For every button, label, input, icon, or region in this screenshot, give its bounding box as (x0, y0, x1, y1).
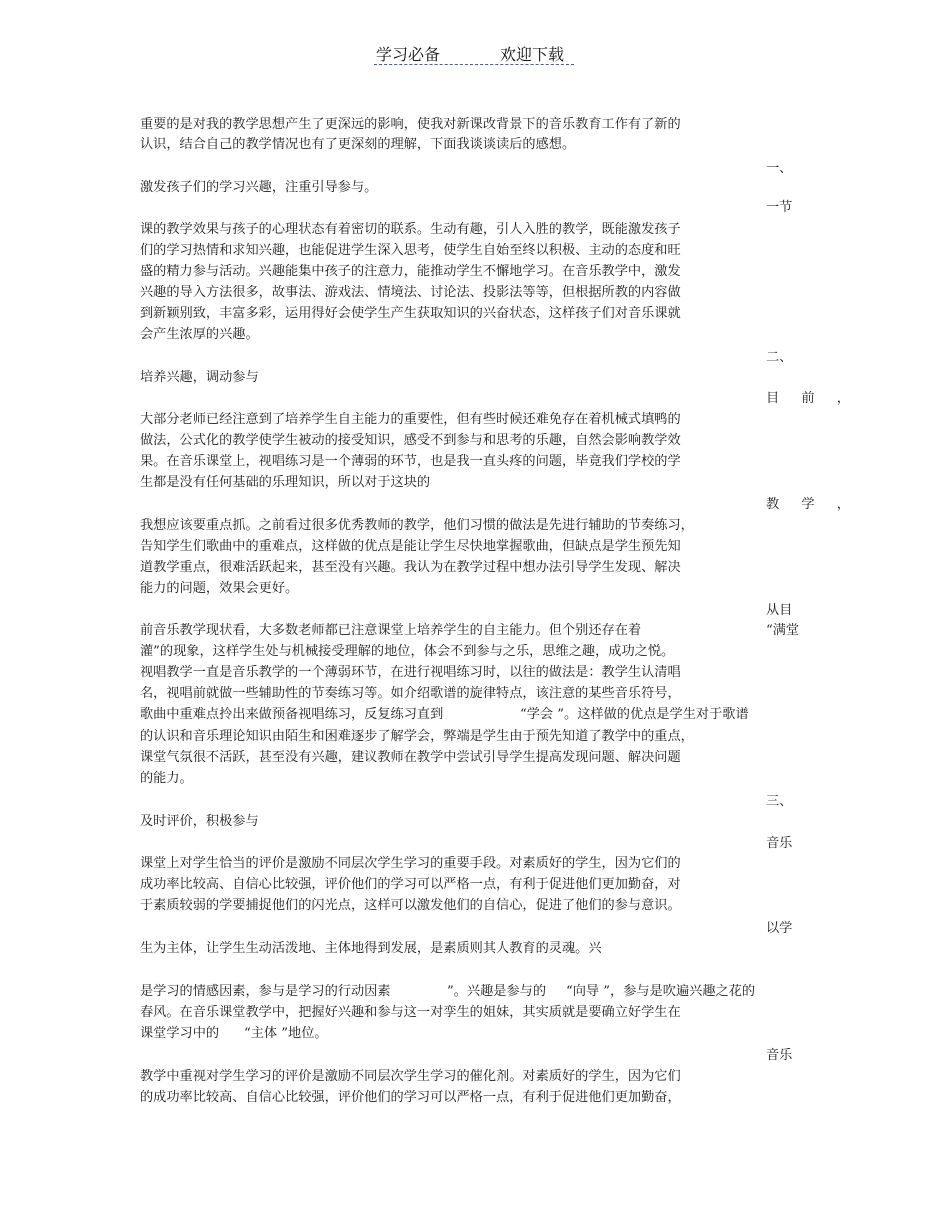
text-line: 课的教学效果与孩子的心理状态有着密切的联系。生动有趣，引人入胜的教学，既能激发孩子 (140, 222, 681, 237)
text-line: 能力的问题，效果会更好。 (140, 581, 299, 596)
text-line: 名，视唱前就做一些辅助性的节奏练习等。如介绍歌谱的旋律特点，该注意的某些音乐符号， (140, 686, 681, 701)
text-line: 歌曲中重难点拎出来做预备视唱练习，反复练习直到 (140, 707, 444, 722)
margin-label: 三、 (766, 794, 793, 809)
text-line: 告知学生们歌曲中的重难点，这样做的优点是能让学生尽快地掌握歌曲，但缺点是学生预先知 (140, 539, 681, 554)
text-line: “向导 ”，参与是吹遍兴趣之花的 (566, 984, 756, 999)
text-line: 到新颖别致，丰富多彩，运用得好会使学生产生获取知识的兴奋状态，这样孩子们对音乐课就 (140, 306, 681, 321)
text-line: “主体 ”地位。 (244, 1026, 328, 1041)
text-line: 果。在音乐课堂上，视唱练习是一个薄弱的环节，也是我一直头疼的问题，毕竟我们学校的学 (140, 454, 681, 469)
margin-label: 目 前 ， (766, 391, 859, 406)
header-left-text: 学习必备 (376, 45, 441, 64)
text-line: 是学习的情感因素，参与是学习的行动因素 (140, 984, 391, 999)
margin-label: “满堂 (766, 623, 800, 638)
text-line: 我想应该要重点抓。之前看过很多优秀教师的教学，他们习惯的做法是先进行辅助的节奏练习， (140, 518, 694, 533)
margin-label: 一、 (766, 161, 793, 176)
text-line: 前音乐教学现状看，大多数老师都已注意课堂上培养学生的自主能力。但个别还存在着 (140, 623, 642, 638)
text-line: 兴趣的导入方法很多，故事法、游戏法、情境法、讨论法、投影法等等，但根据所教的内容做 (140, 285, 681, 300)
text-line: 的成功率比较高、自信心比较强，评价他们的学习可以严格一点，有利于促进他们更加勤奋， (140, 1090, 681, 1105)
text-line: 道教学重点，很难活跃起来，甚至没有兴趣。我认为在教学过程中想办法引导学生发现、解决 (140, 560, 681, 575)
text-line: ”。兴趣是参与的 (447, 984, 547, 999)
text-line: 做法，公式化的教学使学生被动的接受知识，感受不到参与和思考的乐趣，自然会影响教学效 (140, 433, 681, 448)
header-right-text: 欢迎下载 (500, 45, 565, 64)
text-line: 课堂上对学生恰当的评价是激励不同层次学生学习的重要手段。对素质好的学生，因为它们的 (140, 856, 681, 871)
text-line: “学会 ”。这样做的优点是学生对于歌谱 (520, 707, 749, 722)
text-line: 盛的精力参与活动。兴趣能集中孩子的注意力，能推动学生不懈地学习。在音乐教学中，激发 (140, 264, 681, 279)
text-line: 春风。在音乐课堂教学中，把握好兴趣和参与这一对孪生的姐妹，其实质就是要确立好学生在 (140, 1005, 681, 1020)
text-line: 重要的是对我的教学思想产生了更深远的影响，使我对新课改背景下的音乐教育工作有了新的 (140, 117, 681, 132)
margin-label: 音乐 (766, 836, 793, 851)
text-line: 视唱教学一直是音乐教学的一个薄弱环节，在进行视唱练习时，以往的做法是：教学生认清唱 (140, 665, 681, 680)
text-line: 成功率比较高、自信心比较强，评价他们的学习可以严格一点，有利于促进他们更加勤奋，对 (140, 877, 681, 892)
text-line: 认识，结合自己的教学情况也有了更深刻的理解，下面我谈谈读后的感想。 (140, 137, 576, 152)
text-line: 会产生浓厚的兴趣。 (140, 327, 259, 342)
text-line: 的认识和音乐理论知识由陌生和困难逐步了解学会，弊端是学生由于预先知道了教学中的重点， (140, 729, 694, 744)
section-heading: 激发孩子们的学习兴趣，注重引导参与。 (140, 180, 378, 195)
text-line: 灌”的现象，这样学生处与机械接受理解的地位，体会不到参与之乐，思维之趣，成功之悦。 (140, 644, 675, 659)
text-line: 们的学习热情和求知兴趣，也能促进学生深入思考，使学生自始至终以积极、主动的态度和旺 (140, 243, 681, 258)
text-line: 课堂气氛很不活跃，甚至没有兴趣，建议教师在教学中尝试引导学生提高发现问题、解决问题 (140, 750, 681, 765)
margin-label: 教 学 ， (766, 497, 859, 512)
section-heading: 培养兴趣，调动参与 (140, 370, 259, 385)
margin-label: 一节 (766, 200, 793, 215)
margin-label: 以学 (766, 921, 793, 936)
text-line: 生都是没有任何基础的乐理知识，所以对于这块的 (140, 475, 431, 490)
text-line: 生为主体，让学生生动活泼地、主体地得到发展，是素质则其人教育的灵魂。兴 (140, 941, 602, 956)
margin-label: 音乐 (766, 1048, 793, 1063)
text-line: 于素质较弱的学要捕捉他们的闪光点，这样可以激发他们的自信心，促进了他们的参与意识。 (140, 898, 681, 913)
text-line: 大部分老师已经注意到了培养学生自主能力的重要性，但有些时候还难免存在着机械式填鸭的 (140, 412, 681, 427)
margin-label: 从目 (766, 603, 793, 618)
page-header (374, 38, 574, 65)
text-line: 教学中重视对学生学习的评价是激励不同层次学生学习的催化剂。对素质好的学生，因为它们 (140, 1069, 681, 1084)
text-line: 课堂学习中的 (140, 1026, 220, 1041)
margin-label: 二、 (766, 350, 793, 365)
section-heading: 及时评价，积极参与 (140, 814, 259, 829)
text-line: 的能力。 (140, 771, 193, 786)
